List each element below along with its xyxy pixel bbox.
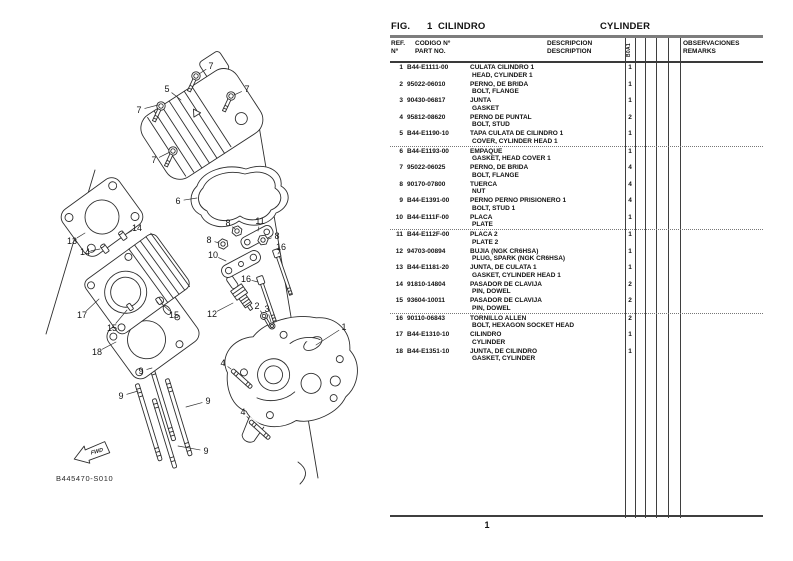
callout-9: 9 [118, 391, 124, 401]
callout-18: 18 [91, 347, 103, 357]
quantity: 1 [628, 64, 632, 71]
callout-leader-line [86, 299, 99, 311]
description-es: PERNO PERNO PRISIONERO 1 [470, 197, 567, 204]
table-row [390, 213, 763, 231]
callout-7: 7 [151, 155, 157, 165]
table-row [390, 330, 763, 347]
table-row [390, 296, 763, 314]
part-number: B44-E112F-00 [407, 231, 450, 238]
callout-9: 9 [205, 396, 211, 406]
callout-8: 8 [206, 235, 212, 245]
description-es: TUERCA [470, 180, 498, 188]
part-number: 90430-06817 [407, 97, 446, 104]
callout-15: 15 [106, 323, 118, 333]
callout-7: 7 [208, 61, 214, 71]
description-es: TORNILLO ALLEN [470, 314, 527, 322]
table-row [390, 180, 763, 197]
part-number: B44-E1181-20 [407, 264, 449, 271]
description-en: PIN, DOWEL [472, 288, 511, 296]
description-es: PERNO, DE BRIDA [470, 164, 529, 171]
callout-7: 7 [136, 105, 142, 115]
description-en: PLATE 2 [472, 238, 499, 246]
ref-number: 8 [399, 180, 403, 188]
part-cylinder-head-cover [126, 49, 269, 185]
ref-number: 9 [399, 197, 403, 204]
callout-leader-line [217, 303, 233, 311]
callout-6: 6 [175, 196, 181, 206]
description-en: GASKET [472, 104, 500, 112]
description-en: PLATE [472, 221, 493, 229]
part-number: B44-E1351-10 [407, 347, 450, 355]
quantity: 2 [628, 280, 632, 288]
table-row [390, 147, 763, 164]
quantity: 1 [628, 247, 632, 255]
table-row [390, 196, 763, 213]
table-row [390, 113, 763, 130]
description-es: JUNTA, DE CILINDRO [470, 347, 538, 355]
ref-number: 14 [395, 280, 403, 288]
callout-11: 11 [255, 216, 265, 226]
ref-number: 17 [395, 331, 403, 338]
description-es: PERNO DE PUNTAL [470, 113, 532, 121]
ref-number: 10 [395, 213, 403, 221]
ref-number: 5 [399, 130, 403, 137]
exploded-diagram [0, 0, 390, 561]
part-plate-2 [239, 224, 275, 251]
ref-number: 12 [395, 247, 403, 255]
callout-16: 16 [240, 274, 252, 284]
part-number: 94703-00894 [407, 247, 446, 255]
callout-16: 16 [275, 242, 287, 252]
part-number: 95022-06025 [407, 164, 446, 171]
part-washer-3 [269, 323, 275, 329]
description-en: HEAD, CYLINDER 1 [472, 71, 533, 79]
table-row [390, 63, 763, 80]
part-allen-bolts [256, 248, 294, 322]
callout-leader-line [145, 105, 158, 108]
description-es: PASADOR DE CLAVIJA [470, 297, 542, 304]
ref-number: 6 [399, 147, 403, 155]
callout-12: 12 [206, 309, 218, 319]
callout-4: 4 [240, 407, 246, 417]
table-row [390, 80, 763, 97]
page-bottom-rule [390, 515, 763, 517]
quantity: 1 [628, 80, 632, 88]
table-body [390, 63, 763, 363]
description-es: CILINDRO [470, 331, 502, 338]
callout-leader-line [260, 311, 262, 313]
description-es: PERNO, DE BRIDA [470, 80, 529, 88]
quantity: 4 [628, 197, 632, 204]
description-en: NUT [472, 188, 486, 196]
callout-10: 10 [207, 250, 219, 260]
quantity: 4 [628, 164, 632, 171]
table-row [390, 247, 763, 264]
callout-8: 8 [274, 231, 280, 241]
callout-5: 5 [164, 84, 170, 94]
parts-table [390, 35, 763, 518]
ref-number: 11 [396, 231, 403, 238]
description-es: CULATA CILINDRO 1 [470, 64, 535, 71]
callout-2: 2 [254, 301, 260, 311]
callout-leader-line [186, 403, 202, 407]
description-es: JUNTA [470, 97, 492, 104]
callout-3: 3 [264, 304, 270, 314]
quantity: 1 [628, 147, 632, 155]
callout-14: 14 [131, 223, 143, 233]
part-number: B44-E111F-00 [407, 213, 449, 221]
page-number: 1 [484, 520, 490, 530]
callout-13: 13 [66, 236, 78, 246]
part-head-cover-gasket [191, 166, 288, 226]
description-es: BUJIA (NGK CR6HSA) [470, 247, 539, 255]
callout-9: 9 [203, 446, 209, 456]
quantity: 1 [628, 130, 632, 137]
description-en: BOLT, FLANGE [472, 88, 519, 96]
quantity: 1 [628, 264, 632, 271]
quantity: 1 [628, 347, 632, 355]
description-en: BOLT, STUD 1 [472, 204, 516, 212]
description-en: PIN, DOWEL [472, 304, 511, 312]
description-en: COVER, CYLINDER HEAD 1 [472, 137, 558, 145]
description-es: PASADOR DE CLAVIJA [470, 280, 542, 288]
table-row [390, 96, 763, 113]
callout-1: 1 [341, 322, 347, 332]
ref-number: 16 [395, 314, 403, 322]
callout-leader-line [269, 315, 271, 322]
description-en: GASKET, CYLINDER [472, 355, 536, 363]
callout-4: 4 [220, 358, 226, 368]
table-row [390, 314, 763, 331]
description-es: JUNTA, DE CULATA 1 [470, 264, 537, 271]
assembly-axis-line [298, 462, 306, 484]
fwd-label: FWD [90, 447, 104, 457]
ref-number: 3 [399, 97, 403, 104]
quantity: 1 [628, 331, 632, 338]
part-spark-plug [223, 273, 260, 313]
quantity: 1 [628, 231, 632, 238]
part-number: 95812-08620 [407, 113, 446, 121]
ref-number: 7 [399, 164, 403, 171]
part-number: B44-E1190-10 [407, 130, 449, 137]
description-es: PLACA 2 [470, 231, 498, 238]
description-en: BOLT, HEXAGON SOCKET HEAD [472, 322, 575, 330]
part-number: B44-E1193-00 [407, 147, 449, 155]
ref-number: 15 [395, 297, 403, 304]
callout-leader-line [218, 258, 226, 261]
callout-8: 8 [225, 218, 231, 228]
drawing-code: B445470-S010 [56, 474, 114, 483]
description-en: BOLT, FLANGE [472, 171, 519, 179]
quantity: 1 [628, 213, 632, 221]
description-en: CYLINDER [472, 338, 506, 346]
part-number: 90170-07800 [407, 180, 446, 188]
part-number: B44-E1111-00 [407, 64, 449, 71]
callout-15: 15 [168, 310, 180, 320]
ref-number: 18 [395, 347, 403, 355]
table-row [390, 263, 763, 280]
callout-9: 9 [138, 366, 144, 376]
part-number: 91810-14804 [407, 280, 446, 288]
description-es: PLACA [470, 213, 493, 221]
figure-title-es: CILINDRO [438, 21, 486, 32]
ref-number: 13 [395, 264, 403, 271]
fwd-arrow-icon [72, 440, 111, 467]
fig-label: FIG. [391, 21, 411, 32]
ref-number: 1 [399, 64, 403, 71]
part-number: 93604-10011 [407, 297, 445, 304]
header-description: DESCRIPCION DESCRIPTION [547, 40, 593, 55]
callout-14: 14 [79, 247, 91, 257]
callout-7: 7 [244, 84, 250, 94]
figure-title-en: CYLINDER [600, 21, 651, 32]
description-en: BOLT, STUD [472, 121, 510, 129]
quantity: 2 [628, 314, 632, 322]
table-row [390, 163, 763, 180]
description-es: EMPAQUE [470, 147, 503, 155]
ref-number: 2 [399, 80, 403, 88]
part-number: B44-E1310-10 [407, 331, 450, 338]
header-part-no: CODIGO Nº PART NO. [415, 40, 451, 55]
table-row [390, 280, 763, 297]
part-number: 90110-06843 [407, 314, 445, 322]
part-number: B44-E1391-00 [407, 197, 450, 204]
description-es: TAPA CULATA DE CILINDRO 1 [470, 130, 564, 137]
description-en: PLUG, SPARK (NGK CR6HSA) [472, 255, 566, 263]
table-row [390, 347, 763, 364]
table-row [390, 129, 763, 147]
quantity: 2 [628, 113, 632, 121]
fig-number: 1 [427, 21, 433, 32]
description-en: GASKET, HEAD COVER 1 [472, 155, 551, 163]
ref-number: 4 [399, 113, 403, 121]
callout-17: 17 [76, 310, 88, 320]
quantity: 4 [628, 180, 632, 188]
quantity: 1 [628, 97, 632, 104]
callout-leader-line [127, 391, 138, 394]
header-model-code: B0A1 [626, 42, 633, 57]
table-row [390, 230, 763, 247]
table-header: REF. Nº CODIGO Nº PART NO. DESCRIPCION DESCRIPTION B0A1 OBSERVACIONES REMARKS [390, 38, 763, 63]
description-en: GASKET, CYLINDER HEAD 1 [472, 271, 561, 279]
part-number: 95022-06010 [407, 80, 446, 88]
quantity: 2 [628, 297, 632, 304]
